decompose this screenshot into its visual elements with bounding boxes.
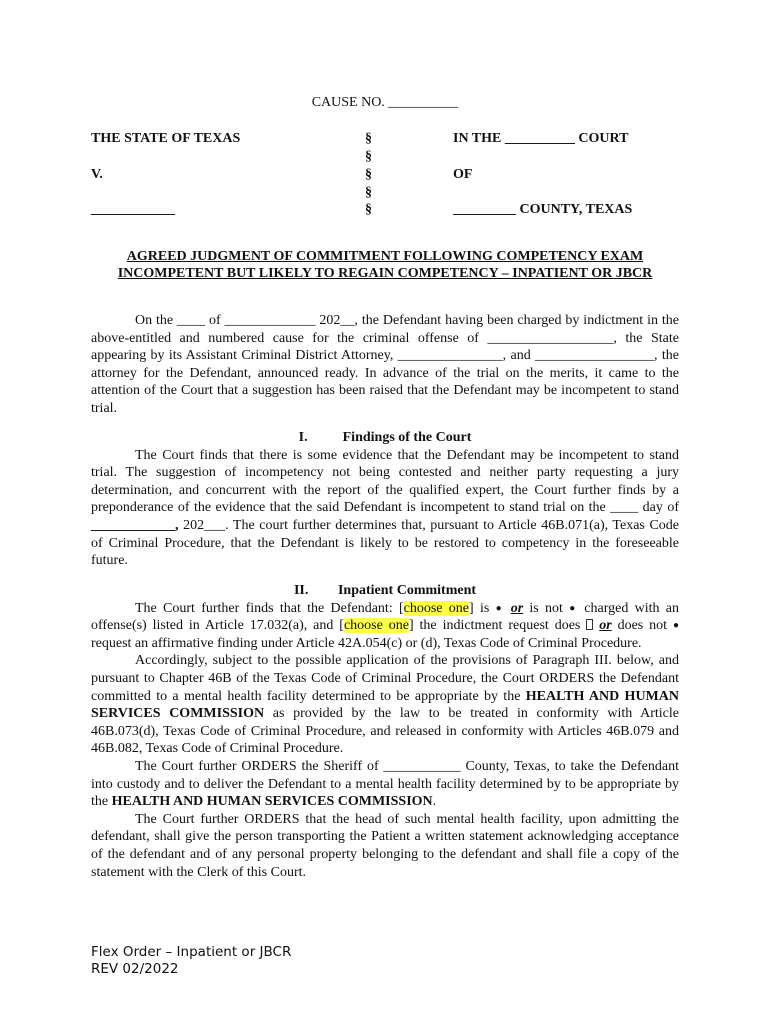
findings-heading-number: I. [298, 430, 308, 445]
findings-date-blank: ____________, [91, 517, 179, 533]
section-symbol: § [365, 185, 372, 200]
caption-state: THE STATE OF TEXAS [91, 131, 241, 146]
section-symbol: § [365, 131, 372, 146]
section-symbol: § [365, 149, 372, 164]
footer-revision: REV 02/2022 [91, 961, 179, 977]
sheriff-text: . [432, 794, 437, 810]
findings-text-cont: 202___. The court further determines that, pursuant to Article 46B.071(a), Texas Code of Criminal Procedure, that the Defendant is likely to be restored to competency in the foreseeable future. [91, 517, 679, 569]
inpatient-text: The Court further finds that the Defendant: [ [135, 600, 404, 616]
inpatient-text: ] is [469, 600, 496, 616]
caption-versus: V. [91, 167, 103, 182]
hhsc-name: HEALTH AND HUMAN SERVICES COMMISSION [91, 688, 679, 722]
sheriff-order-paragraph [91, 758, 679, 811]
commitment-text: as provided by the law to be treated in conformity with Article 46B.073(d), Texas Code of Criminal Procedure, and released in conformity with Articles 46B.079 and 46B.082, Texas Code of Criminal Procedure. [91, 706, 679, 757]
inpatient-text: is not [523, 600, 570, 616]
intro-paragraph: On the ____ of _____________ 202__, the Defendant having been charged by indictment in the above-entitled and numbered cause for the criminal offense of __________________, the State appearing by its Assistant Criminal District Attorney, _______________, and _________________, the attorney for the Defendant, announced ready. In advance of the trial on the merits, it came to the attention of the Court that a suggestion has been raised that the Defendant may be incompetent to stand trial. [91, 313, 679, 416]
caption-defendant-blank: ____________ [91, 202, 175, 217]
bullet-checkbox-is[interactable]: ● [495, 602, 505, 614]
checkbox-does[interactable] [586, 619, 593, 630]
footer-form-name: Flex Order – Inpatient or JBCR [91, 944, 292, 960]
inpatient-heading [91, 582, 679, 600]
or-label: or [599, 618, 612, 634]
caption-of: OF [453, 167, 473, 182]
bullet-checkbox-does-not[interactable]: ● [672, 620, 680, 632]
facility-order-paragraph: The Court further ORDERS that the head of such mental health facility, upon admitting the defendant, shall give the person transporting the Patient a written statement acknowledging acceptance of the defendant and of any personal property belonging to the defendant and shall file a copy of the statement with the Clerk of this Court. [91, 811, 679, 880]
inpatient-heading-text: Inpatient Commitment [337, 583, 477, 598]
inpatient-text: ] the indictment request does [408, 618, 587, 634]
cause-number: CAUSE NO. __________ [311, 95, 459, 110]
findings-heading-text: Findings of the Court [342, 430, 472, 445]
sheriff-text: The Court further ORDERS the Sheriff of ___________ County, Texas, to take the Defendant into custody and to deliver the Defendant to a mental health facility determined by to be appropriate by the [91, 758, 679, 810]
section-symbol: § [365, 202, 372, 217]
commitment-text: Accordingly, subject to the possible application of the provisions of Paragraph III. below, and pursuant to Chapter 46B of the Texas Code of Criminal Procedure, the Court ORDERS the Defendant committed to a mental health facility determined to be appropriate by the [91, 653, 679, 704]
commitment-order-paragraph [91, 652, 679, 758]
section-symbol: § [365, 167, 372, 182]
findings-paragraph [91, 447, 679, 570]
or-label: or [510, 600, 524, 616]
inpatient-text: request an affirmative finding under Article 42A.054(c) or (d), Texas Code of Criminal Procedure. [91, 635, 642, 651]
document-title-line2: INCOMPETENT BUT LIKELY TO REGAIN COMPETENCY – INPATIENT OR JBCR [117, 266, 653, 281]
caption-court: IN THE __________ COURT [453, 131, 629, 146]
choose-one-field-finding[interactable]: choose one [343, 618, 409, 634]
inpatient-section [91, 582, 679, 881]
inpatient-heading-number: II. [293, 583, 309, 598]
inpatient-text: does not [611, 618, 673, 634]
findings-heading [91, 429, 679, 447]
choose-one-field-offense[interactable]: choose one [403, 600, 470, 616]
document-title-line1: AGREED JUDGMENT OF COMMITMENT FOLLOWING COMPETENCY EXAM [126, 249, 644, 264]
bullet-checkbox-is-not[interactable]: ● [569, 602, 579, 614]
inpatient-text: charged with an offense(s) listed in Article 17.032(a), and [ [91, 600, 680, 634]
hhsc-name: HEALTH AND HUMAN SERVICES COMMISSION [111, 794, 433, 810]
caption-county: _________ COUNTY, TEXAS [453, 202, 633, 217]
inpatient-findings-paragraph [91, 600, 679, 653]
findings-section [91, 429, 679, 570]
intro-section [91, 312, 679, 418]
findings-text: The Court finds that there is some evidence that the Defendant may be incompetent to stand trial. The suggestion of incompetency not being contested and neither party requesting a jury determination, and concurrent with the report of the qualified expert, the Court further finds by a preponderance of the evidence that the said Defendant is incompetent to stand trial on the ____ day of [91, 447, 679, 516]
